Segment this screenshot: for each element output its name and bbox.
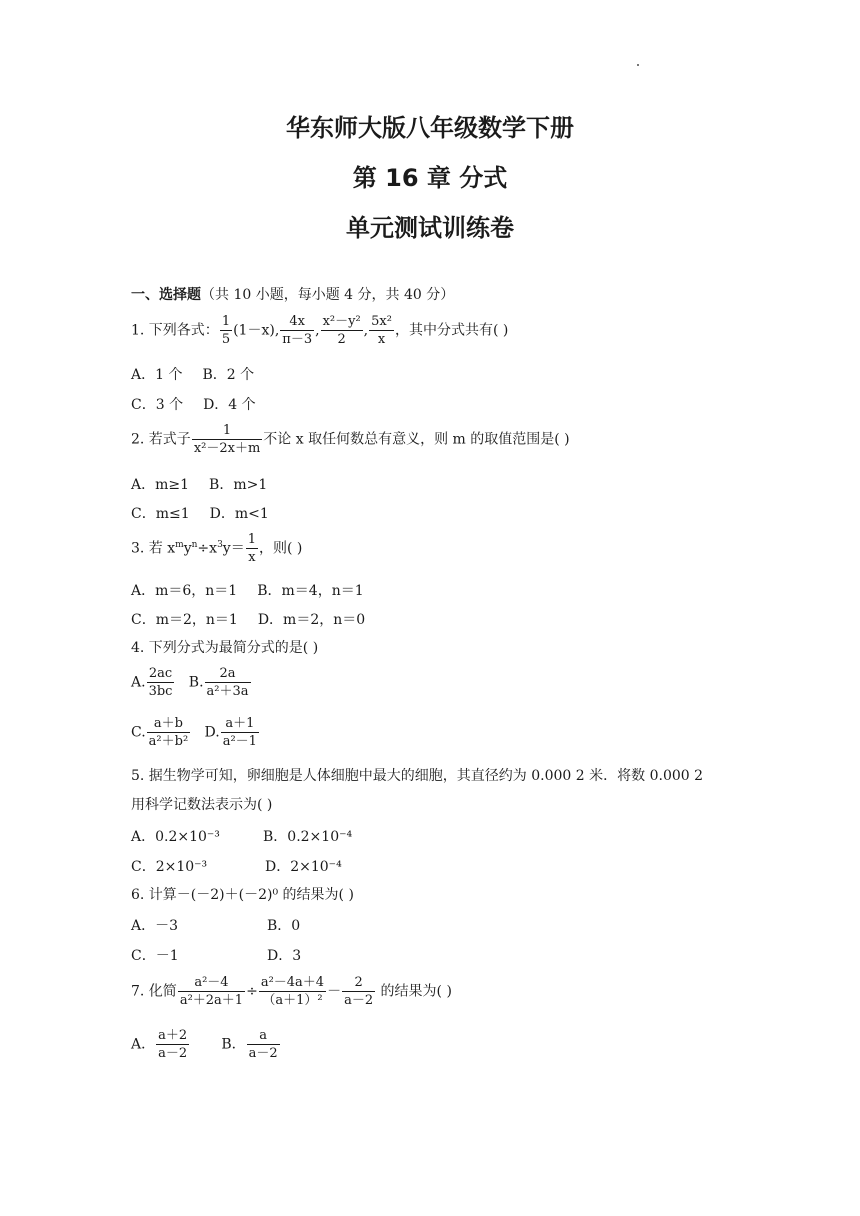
q3-option-b: B．m＝4，n＝1 bbox=[257, 583, 364, 599]
q2-suffix: 不论 x 取任何数总有意义，则 m 的取值范围是( ) bbox=[263, 431, 570, 448]
q6-options-row1 bbox=[131, 915, 320, 935]
q3-option-d: D．m＝2，n＝0 bbox=[257, 612, 366, 628]
doc-title-main: 华东师大版八年级数学下册 bbox=[286, 114, 574, 142]
q1-option-b: B．2 个 bbox=[202, 367, 255, 383]
q4-option-d-fraction: $\frac{a+1}{\text{a²－1}}$ bbox=[222, 716, 257, 749]
q4-option-a-fraction: $\frac{2ac}{3bc}$ bbox=[148, 666, 173, 699]
q1-option-a: A．1 个 bbox=[131, 367, 183, 383]
q4-options-row2: C. $\frac{a+b}{\text{a²＋b²}}$ D. $\frac{a+1}{\text{a²－1}}$ bbox=[131, 716, 257, 749]
q1-fraction-2: $\frac{4x}{\pi-3}$ bbox=[282, 314, 313, 347]
q7-prefix: 7. 化简 bbox=[131, 983, 177, 1000]
q3-suffix: ，则( ) bbox=[259, 540, 303, 557]
q1-fraction-1: $\frac{1}{5}$ bbox=[221, 314, 231, 347]
q3-option-c: C．m＝2，n＝1 bbox=[131, 612, 238, 628]
q1-option-c: C．3 个 bbox=[131, 397, 184, 413]
q2-option-d: D．m<1 bbox=[209, 506, 269, 522]
q6-options-row2 bbox=[131, 945, 321, 965]
q6-option-b: B．0 bbox=[267, 918, 301, 934]
q7-options-row1: A． $\frac{a+2}{a-2}$ B． $\frac{a}{a-2}$ bbox=[131, 1028, 278, 1061]
q5-option-a: A．0.2×10⁻³ bbox=[131, 829, 220, 845]
q1-suffix: ，其中分式共有( ) bbox=[394, 322, 509, 339]
question-7: 7. 化简 $\frac{\text{a²－4}}{\text{a²＋2a＋1}}$ ÷ $\frac{\text{a²－4a＋4}}{\text{（a＋1）²}}$ － $\frac{2}{a-2}$ 的结果为( ) bbox=[131, 975, 452, 1008]
section-label: 一、选择题 bbox=[131, 287, 201, 303]
q4-option-c-fraction: $\frac{a+b}{\text{a²＋b²}}$ bbox=[148, 716, 189, 749]
q4-options-row1: A. $\frac{2ac}{3bc}$ B. $\frac{2a}{\text{a²＋3a}}$ bbox=[131, 666, 249, 699]
q2-fraction: $\frac{1}{\text{x²－2x＋m}}$ bbox=[193, 423, 261, 456]
q3-prefix: 3. 若 x bbox=[131, 540, 176, 557]
q7-fraction-2: $\frac{\text{a²－4a＋4}}{\text{（a＋1）²}}$ bbox=[260, 975, 325, 1008]
q6-option-d: D．3 bbox=[267, 948, 302, 964]
corner-dot bbox=[637, 64, 639, 66]
q2-option-c: C．m≤1 bbox=[131, 506, 190, 522]
section-heading bbox=[131, 284, 454, 304]
q7-fraction-3: $\frac{2}{a-2}$ bbox=[344, 975, 374, 1008]
q7-fraction-1: $\frac{\text{a²－4}}{\text{a²＋2a＋1}}$ bbox=[179, 975, 244, 1008]
question-5-line2: 用科学记数法表示为( ) bbox=[131, 797, 273, 813]
question-2 bbox=[131, 423, 570, 456]
q5-options-row2 bbox=[131, 856, 362, 876]
q5-options-row1 bbox=[131, 826, 372, 846]
question-6: 6. 计算－(－2)＋(－2)⁰ 的结果为( ) bbox=[131, 887, 354, 903]
doc-title-chapter: 第 16 章 分式 bbox=[352, 164, 508, 192]
q2-prefix: 2. 若式子 bbox=[131, 431, 191, 448]
q2-option-a: A．m≥1 bbox=[131, 477, 190, 493]
q3-option-a: A．m＝6，n＝1 bbox=[131, 583, 238, 599]
q3-options-row1 bbox=[131, 580, 384, 600]
q3-options-row2 bbox=[131, 609, 385, 629]
q7-suffix: 的结果为( ) bbox=[376, 983, 452, 1000]
section-note: （共 10 小题，每小题 4 分，共 40 分） bbox=[201, 287, 455, 303]
q1-fraction-1-after: (1－x), bbox=[233, 322, 280, 339]
q1-fraction-4: $\frac{\text{5x²}}{x}$ bbox=[371, 314, 392, 347]
q7-option-a-fraction: $\frac{a+2}{a-2}$ bbox=[158, 1028, 188, 1061]
question-5-line1: 5. 据生物学可知，卵细胞是人体细胞中最大的细胞，其直径约为 0.000 2 米．将数 0.000 2 bbox=[131, 768, 704, 784]
q6-option-c: C．－1 bbox=[131, 948, 179, 964]
q5-option-b: B．0.2×10⁻⁴ bbox=[263, 829, 353, 845]
q1-option-d: D．4 个 bbox=[203, 397, 256, 413]
q5-option-c: C．2×10⁻³ bbox=[131, 859, 208, 875]
question-3: 3. 若 $x^my^n\div x^3y=$ $\frac{1}{x}$ ，则( ) bbox=[131, 532, 303, 565]
q4-option-b-fraction: $\frac{2a}{\text{a²＋3a}}$ bbox=[206, 666, 249, 699]
q1-options-row2 bbox=[131, 394, 276, 414]
q2-option-b: B．m>1 bbox=[209, 477, 268, 493]
q1-fraction-3: $\frac{\text{x²－y²}}{2}$ bbox=[322, 314, 361, 347]
q2-options-row1 bbox=[131, 474, 287, 494]
q1-options-row1 bbox=[131, 364, 274, 384]
question-4: 4. 下列分式为最简分式的是( ) bbox=[131, 640, 319, 656]
q6-option-a: A．－3 bbox=[131, 918, 179, 934]
question-1: 1. 下列各式： $\frac{1}{5}$ (1－x), $\frac{4x}{\pi-3}$ , $\frac{\text{x²－y²}}{2}$ , $\frac{\text{5x²}}{x}$ ，其中分式共有( ) bbox=[131, 314, 509, 347]
doc-title-sub: 单元测试训练卷 bbox=[346, 214, 514, 242]
q7-option-b-fraction: $\frac{a}{a-2}$ bbox=[248, 1028, 278, 1061]
q3-fraction: $\frac{1}{x}$ bbox=[247, 532, 256, 565]
q5-option-d: D．2×10⁻⁴ bbox=[265, 859, 342, 875]
q1-prefix: 1. 下列各式： bbox=[131, 322, 219, 339]
q2-options-row2 bbox=[131, 503, 289, 523]
